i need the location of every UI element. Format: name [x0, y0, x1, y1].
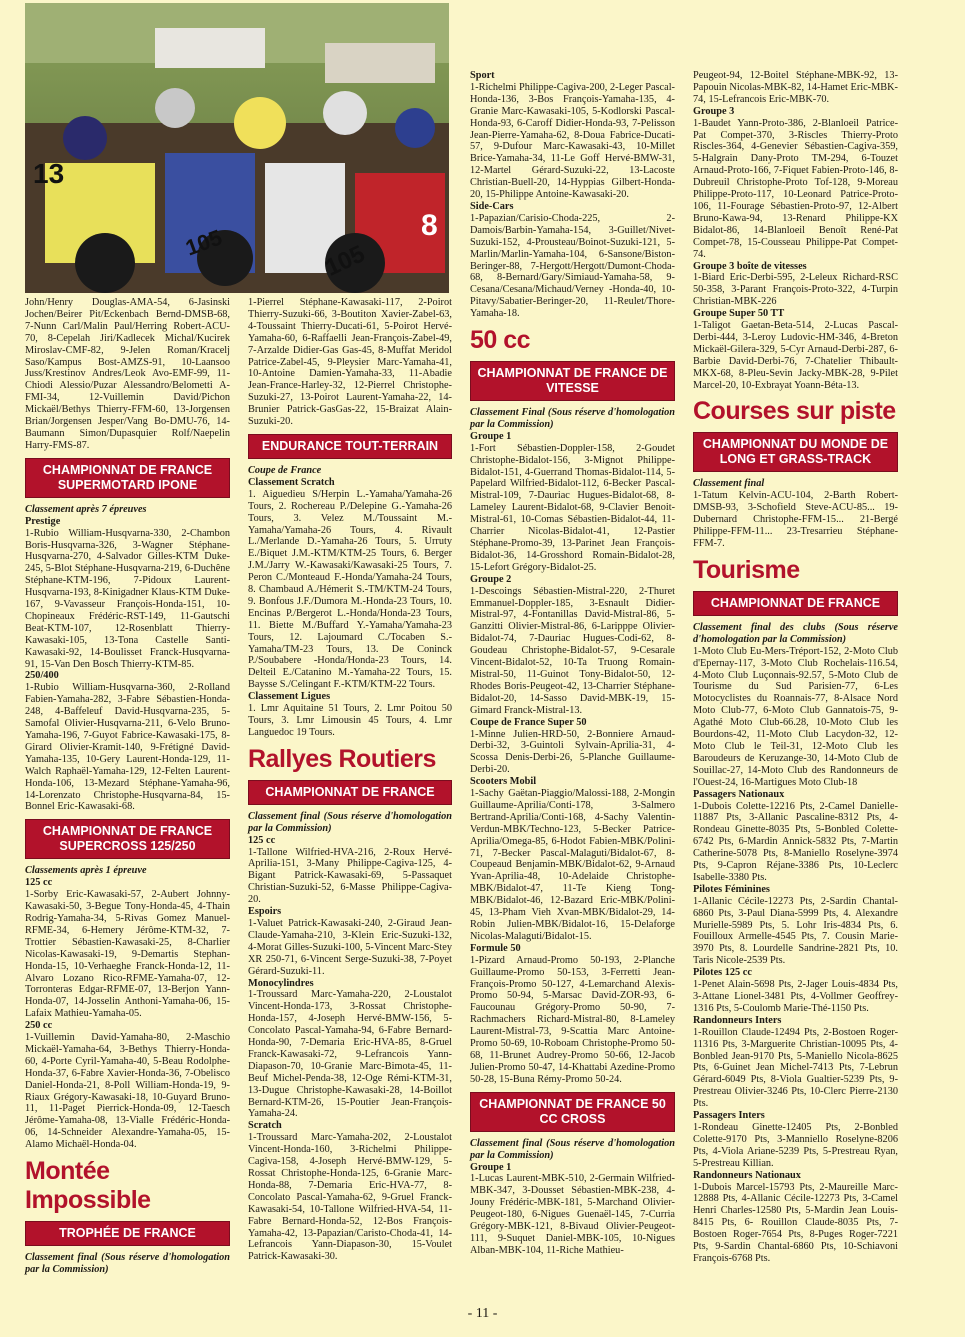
col3-final: Classement Final (Sous réserve d'homologation par la Commission): [470, 407, 675, 430]
rand-nat-results: 1-Dubois Marcel-15793 Pts, 2-Maureille Marc-12888 Pts, 4-Allanic Cécile-12273 Pts, 3-Camel Henri Charles-12580 Pts, 5-Mardin Jean Louis-8415 Pts, 6- Rouillon Claude-8035 Pts, 7-Bostoen Roger-7654 Pts, 8-Puges Roger-7221 Pts, 9-Sardin Chantal-6860 Pts, 10-Schiavoni François-6768 Pts.: [693, 1181, 898, 1264]
column-1: [25, 297, 230, 1276]
sport-heading: Sport: [470, 70, 495, 81]
scratch2-results: 1-Troussard Marc-Yamaha-202, 2-Loustalot Vincent-Honda-160, 3-Richelmi Philippe-Cagiva-158, 4-Joseph Hervé-BMW-129, 5-Rossat Christophe-Honda-125, 6-Granie Marc-Honda-88, 7-Demaria Eric-HVA-77, 8-Concolato Pascal-Yamaha-62, 9-Gruel Franck-Kawasaki-54, 10-Tallone Wilfried-HVA-54, 11-Fabre Bernard-Honda-52, 12-Bos François-Yamaha-42, 13-Papazian/Caristo-Choda-41, 14-Lefrancois Yann-Diapason-30, 15-Voulet Patrick-Kawasaki-30.: [248, 1132, 452, 1263]
groupe1-heading: Groupe 1: [470, 430, 512, 442]
mono-heading: Monocylindres: [248, 977, 314, 989]
scratch-heading: Classement Scratch: [248, 476, 335, 488]
banner-endurance: ENDURANCE TOUT-TERRAIN: [248, 434, 452, 459]
prestige-heading: Prestige: [25, 515, 61, 527]
groupe2-results: 1-Descoings Sébastien-Mistral-220, 2-Thuret Emmanuel-Doppler-185, 3-Esnault Didier-Mistral-97, 4-Fontanillas David-Mistral-86, 5-Ganzitti Olivier-Mistral-86, 6-Laripppe Olivier-Bidalot-74, 7-Dauriac Hugues-Codi-62, 8-Goudeau Christophe-Bidalot-57, 9-Cesarale Vincent-Bidalot-52, 10-Ta Truong Romain-Mistral-50, 11-Guinot Tony-Bidalot-50, 12-Rhodes Boris-Peugeot-42, 13-Charrier Stéphane-Bidalot-20, 14-Sasso David-MBK-19, 15-Gimard Franck-Mistral-13.: [470, 585, 675, 716]
espoirs-heading: Espoirs: [248, 906, 282, 918]
groupe2-heading: Groupe 2: [470, 573, 512, 585]
pass-inters-results: 1-Rondeau Ginette-12405 Pts, 2-Bonbled Colette-9170 Pts, 3-Manniello Roselyne-8206 Pts, 4-Viola Ariane-5239 Pts, 5-Prestreau Ryan, 5-Prestreau Killian.: [693, 1121, 898, 1169]
sport-results: 1-Richelmi Philippe-Cagiva-200, 2-Leger Pascal-Honda-136, 3-Bos François-Yamaha-135, 4-Granie Marc-Kawasaki-105, 5-Kodlorski Pascal-Honda-93, 6-Caroff Didier-Honda-93, 7-Pelisson Jean-Pierre-Yamaha-62, 8-Doua Fabrice-Ducati-57, 9-Dufour Marc-Kawasaki-43, 10-Millet Brice-Yamaha-34, 11-Le Goff Hervé-BMW-31, 12-Martel Gérard-Suzuki-22, 13-Lacoste Christian-Buell-20, 14-Hyppias Gilbert-Honda-20, 15-Philippe Antoine-Kawasaki-20.: [470, 81, 675, 201]
banner-championnat-rallyes: CHAMPIONNAT DE FRANCE: [248, 780, 452, 805]
groupe3-heading: Groupe 3: [693, 105, 735, 117]
rallye-125-heading: 125 cc: [248, 834, 276, 846]
banner-supercross: CHAMPIONNAT DE FRANCE SUPERCROSS 125/250: [25, 819, 230, 859]
banner-vitesse: CHAMPIONNAT DE FRANCE DE VITESSE: [470, 361, 675, 401]
column-2: [248, 297, 452, 1263]
heading-rallyes-routiers: Rallyes Routiers: [248, 744, 436, 773]
coupe-de-france: Coupe de France: [248, 464, 322, 476]
250-400-results: 1-Rubio William-Husqvarna-360, 2-Rolland Fabien-Yamaha-282, 3-Fabre Sébastien-Honda-248, 4-Baffeleuf David-Husqvarna-235, 5-Samofal Olivier-Husqvarna-211, 6-Velo Bruno-Yamaha-196, 7-Guyot Fabrice-Kawasaki-175, 8-Girard Olivier-Kramit-140, 9-Frétigné David-Yamaha-135, 10-Gery Laurent-Honda-129, 11-Walch Raphaël-Yamaha-129, 12-Felten Laurent-Honda-106, 13-Mezard Stéphane-Yamaha-96, 14-Lorenzato Christophe-Husqvarna-84, 15-Bonnel Eric-Kawasaki-68.: [25, 682, 230, 813]
scooters-results: 1-Sachy Gaëtan-Piaggio/Malossi-188, 2-Mongin Guillaume-Aprilia/Conti-178, 3-Salmero Bertrand-Aprilia/Conti-168, 4-Sachy Valentin-Verdun-MBK/Techno-123, 5-Becker Patrice-Aprilia/Omega-85, 6-Hodot Fabien-MBK/Polini-71, 7-Becker Pascal-Malaguti/Bidalot-67, 8-Coupeaud Benjamin-MBK/Bidalot-62, 9-Arnaud Yvan-Aprilia-48, 10-Adelaide Christophe-MBK/Bidalot-47, 11-Te Kieng Tong-MBK/Bidalot-46, 12-Bazard Eric-MBK/Polini-45, 13-Pham Vieh Xvan-MBK/Bidalot-29, 14-Robin Julien-MBK/Bidalot-16, 15-Delaforge Nicolas-Malaguti/Bidalot-15.: [470, 788, 675, 942]
mono-results: 1-Troussard Marc-Yamaha-220, 2-Loustalot Vincent-Honda-173, 3-Rossat Christophe-Honda-157, 4-Joseph Hervé-BMW-156, 5-Concolato Pascal-Yamaha-94, 6-Fabre Bernard-Honda-90, 7-Demaria Eric-HVA-85, 8-Gruel Franck-Kawasaki-72, 9-Lefrancois Yann-Diapason-70, 10-Granie Marc-Bimota-45, 11-Beuf Michel-Penda-38, 12-Oge Rémi-KTM-31, 13-Dugue Christophe-Kawasaki-28, 14-Boillot Bernard-KTM-26, 15-Poutier Jean-François-Yamaha-24.: [248, 989, 452, 1120]
bike-number-8: 8: [421, 209, 438, 242]
clubs-results: 1-Moto Club Eu-Mers-Tréport-152, 2-Moto Club d'Epernay-117, 3-Moto Club Rochelais-116.54, 4-Moto Club Luçonnais-92.57, 5-Moto Club de Tourisme du Sud Parisien-77, 6-Les Motocyclistes du Roannais-77, 8-Alsace Nord Moto Club-77, 6-Moto Club Gannatois-75, 9-Agathé Moto Club-66.28, 10-Moto Club les Bourdons-42, 11-Moto Club Lacydon-32, 12-Moto Club le Teil-31, 12-Moto Club les Baroudeurs de Keruzange-30, 14-Moto Club de Souillac-27, 14-Moto Club des Randonneurs de l'Ouest-24, 16-Martigues Moto Club-18: [693, 645, 898, 788]
sidecars-results: 1-Papazian/Carisio-Choda-225, 2-Damois/Barbin-Yamaha-154, 3-Guillet/Nivet-Suzuki-152, 4-Prousteau/Boinot-Suzuki-121, 5-Marlin/Marlin-Yamaha-104, 6-Sansone/Biston-Beringer-88, 7-Hergott/Hergott/Dumont-Choda-68, 8-Bernard/Gary/Simiaud-Yamaha-58, 9-Cesana/Cesana/Michaud/Verney -Honda-40, 10-Pitavy/Sabatier-Beringer-20, 11-Reulet/Thore-Yamaha-18.: [470, 212, 675, 320]
passagers-nat-results: 1-Dubois Colette-12216 Pts, 2-Camel Danielle-11887 Pts, 3-Allanic Pascaline-8312 Pts, 4-Rondeau Ginette-8035 Pts, 5-Bonbled Colette-6742 Pts, 6-Mardin Annick-5832 Pts, 7-Martin Catherine-5078 Pts, 8-Maniello Roselyne-3974 Pts, 9-Capron Réjane-3386 Pts, 10-Leclerc Isabelle-3380 Pts.: [693, 800, 898, 883]
banner-50cc-cross: CHAMPIONNAT DE FRANCE 50 CC CROSS: [470, 1092, 675, 1132]
heading-tourisme: Tourisme: [693, 555, 800, 584]
column-3: [470, 70, 675, 1257]
bike-number-105: 105: [182, 224, 226, 261]
espoirs-results: 1-Valuet Patrick-Kawasaki-240, 2-Giraud Jean-Claude-Yamaha-210, 3-Klein Eric-Suzuki-132, 4-Morat Gilles-Suzuki-100, 5-Vincent Marc-Stey XR 250-71, 6-Vincent Serge-Suzuki-38, 7-Poyet Gérard-Suzuki-11.: [248, 917, 452, 977]
page-number: - 11 -: [467, 1306, 498, 1321]
piste-results: 1-Tatum Kelvin-ACU-104, 2-Barth Robert-DMSB-93, 3-Schofield Steve-ACU-85... 19-Dubernard Christophe-FFM-15... 21-Bergé Philippe-FFM-11... 23-Tresarrieu Stéphane-FFM-7.: [693, 490, 898, 549]
groupe1-results: 1-Fort Sébastien-Doppler-158, 2-Goudet Christophe-Bidalot-156, 3-Mignot Philippe-Bidalot-151, 4-Guerrand Thomas-Bidalot-114, 5-Papelard Wilfried-Bidalot-112, 6-Becker Pascal-Mistral-109, 7-Dauriac Hugues-Bidalot-68, 8-Lameley Laurent-Bidalot-68, 9-Clavier Benoit-Mistral-61, 10-Comas Sébastien-Bidalot-44, 11-Charrier Nicolas-Bidalot-41, 12-Pastier Stéphane-Promo-39, 13-Parinet Jean François-Bidalot-36, 14-Grosshord Romain-Bidalot-28, 15-Lefort Grégory-Bidalot-25.: [470, 442, 675, 573]
groupe3-results: 1-Baudet Yann-Proto-386, 2-Blanloeil Patrice-Pat Compet-370, 3-Riscles Thierry-Proto Riscles-364, 4-Genevier Sébastien-Cagiva-359, 5-Halgrain Dany-Proto TM-294, 6-Touzet Arnaud-Proto-166, 7-Fiquet Fabien-Proto-146, 8-Dubreuil Christophe-Proto Tof-128, 9-Moreau Philippe-Proto-117, 10-Leonard Patrice-Proto-106, 11-Fourage Sébastien-Proto-97, 12-Albert Bruno-Kawa-94, 13-Renard Philippe-KX Bidalot-86, 14-Blanloeil Benoît René-Pat Compet-78, 15-Cousseau Philippe-Pat Compet-74.: [693, 117, 898, 260]
pilotes-fem-heading: Pilotes Féminines: [693, 883, 770, 895]
banner-grass-track: CHAMPIONNAT DU MONDE DE LONG ET GRASS-TRACK: [693, 432, 898, 472]
col3-final2: Classement final (Sous réserve d'homologation par la Commission): [470, 1137, 675, 1161]
col4-final2: Classement final des clubs (Sous réserve d'homologation par la Commission): [693, 621, 898, 645]
cross-groupe1-heading: Groupe 1: [470, 1161, 512, 1173]
col1-intro: John/Henry Douglas-AMA-54, 6-Jasinski Jochen/Beirer Pit/Eckenbach Bernd-DMSB-68, 7-Nunn Carl/Malin Paul/Herring Robert-ACU-70, 8-Cepelah Jiri/Kadlecek Michal/Kucirek Miroslav-CMF-82, 9-Jelen Roman/Kracelj Saso/Kampus Bost-AMZS-91, 10-Laansoo Juss/Krestinov Andres/Leok Avo-EMF-99, 11-Chiodi Alessio/Puzar Alessandro/Belometti A-FMI-34, 12-Vuillemin David/Pichon Mickaël/Bethys Thierry-FFM-60, 13-Jorgensen Brian/Jorgensen Jesper/Vang Bo-DMU-76, 14-Baumann Simon/Dupasquier Rolf/Naepelin Harry-FMS-87.: [25, 297, 230, 451]
heading-50cc: 50 cc: [470, 326, 531, 355]
col1-final: Classement final (Sous réserve d'homologation par la Commission): [25, 1252, 230, 1275]
cross-groupe1-results: 1-Lucas Laurent-MBK-510, 2-Germain Wilfried-MBK-347, 3-Dousset Sébastien-MBK-238, 4-Jouny Frédéric-MBK-181, 5-Marchand Olivier-Peugeot-180, 6-Nigues Guenaël-145, 7-Curria Grégory-MBK-121, 8-Bivaud Olivier-Peugeot-111, 9-Suquet Daniel-MBK-105, 10-Nigues Alban-MBK-104, 11-Riche Mathieu-: [470, 1173, 675, 1256]
rand-inters-results: 1-Rouillon Claude-12494 Pts, 2-Bostoen Roger-11316 Pts, 3-Marguerite Christian-10095 Pts, 4-Bonbled Jean-9170 Pts, 5-Maniello Nicola-8625 Pts, 6-Guinet Jean Michel-7413 Pts, 7-Lebrun Gérard-6049 Pts, 8-Viola Gualtier-5239 Pts, 9-Prestreau Olivier-3246 Pts, 10-Clerc Pierre-2130 Pts.: [693, 1026, 898, 1110]
banner-supermotard: CHAMPIONNAT DE FRANCE SUPERMOTARD IPONE: [25, 458, 230, 498]
bike-number-105b: 105: [321, 240, 369, 282]
col2-final: Classement final (Sous réserve d'homologation par la Commission): [248, 810, 452, 834]
bike-number-13: 13: [33, 158, 65, 189]
col2-intro: 1-Pierrel Stéphane-Kawasaki-117, 2-Poirot Thierry-Suzuki-66, 3-Boutiton Xavier-Zabel-63, 4-Toussaint Thierry-Ducati-61, 5-Poirot Hervé-Yamaha-60, 6-Raffaelli Jean-François-Zabel-49, 7-Arzalde Didier-Gas Gas-45, 8-Muffat Meridol Patrice-Zabel-45, 9-Pleysier Marc-Yamaha-41, 10-Antoine Damien-Yamaha-33, 11-Abadie Jean-France-Harley-32, 12-Pierrel Christophe-Suzuki-27, 13-Poirot Laurent-Yamaha-22, 14-Brunier Patrick-GasGas-22, 15-Braizat Alain-Suzuki-20.: [248, 297, 452, 428]
pilotes125-heading: Pilotes 125 cc: [693, 967, 752, 979]
ligues-heading: Classement Ligues: [248, 691, 331, 703]
passagers-nat-heading: Passagers Nationaux: [693, 788, 785, 800]
rand-inters-heading: Randonneurs Inters: [693, 1014, 782, 1026]
rand-nat-heading: Randonneurs Nationaux: [693, 1169, 801, 1181]
250-400-heading: 250/400: [25, 670, 59, 682]
groupe3b-results: 1-Biard Eric-Derbi-595, 2-Leleux Richard-RSC 50-358, 3-Parant François-Proto-322, 4-Turpin Christian-MBK-226: [693, 272, 898, 308]
motocross-photo: [25, 3, 449, 293]
pass-inters-heading: Passagers Inters: [693, 1110, 765, 1122]
banner-tourisme: CHAMPIONNAT DE FRANCE: [693, 591, 898, 616]
motocross-riders-image: [25, 3, 449, 293]
column-4: [693, 70, 898, 1265]
super50-heading: Coupe de France Super 50: [470, 716, 587, 728]
super50-results: 1-Minne Julien-HRD-50, 2-Bonniere Arnaud-Derbi-32, 3-Guintoli Sylvain-Aprilia-31, 4-Scossa Denis-Derbi-26, 5-Planche Guillaume-Derbi-20.: [470, 728, 675, 776]
super50tt-heading: Groupe Super 50 TT: [693, 308, 785, 320]
formule50-heading: Formule 50: [470, 942, 521, 954]
scooters-heading: Scooters Mobil: [470, 776, 537, 788]
pilotes-fem-results: 1-Allanic Cécile-12273 Pts, 2-Sardin Chantal-6860 Pts, 3-Paul Diana-5999 Pts, 4. Alexandre Murielle-5989 Pts, 5. Lohr Iris-4834 Pts, 6. Fouilloux Armelle-4545 Pts, 7. Cousin Marie-3970 Pts, 8. Lourdelle Sandrine-2821 Pts, 10. Taris Nicole-2539 Pts.: [693, 895, 898, 967]
250cc-results: 1-Vuillemin David-Yamaha-80, 2-Maschio Mickaël-Yamaha-64, 3-Bethys Thierry-Honda-60, 4-Porte Cyril-Yamaha-40, 5-Beau Rodolphe-Honda-37, 6-Fabre Xavier-Honda-36, 7-Obelisco Daniel-Honda-21, 8-Poll William-Honda-19, 9-Riaux Grégory-Kawasaki-18, 10-Guyard Bruno-11, 11-Paget Pierrick-Honda-09, 12-Taesch Jérôme-Yamaha-08, 13-Vialle Frédéric-Honda-06, 14-Schneider Alexandre-Yamaha-05, 15-Alamo Michaël-Honda-04.: [25, 1032, 230, 1151]
sidecars-heading: Side-Cars: [470, 200, 514, 212]
prestige-results: 1-Rubio William-Husqvarna-330, 2-Chambon Boris-Husqvarna-326, 3-Wagner Stéphane-Husqvarna-270, 4-Salvador Gilles-KTM Duke-245, 5-Blot Stéphane-Husqvarna-219, 6-Duchêne Stéphane-KTM-196, 7-Pidoux Laurent-Husqvarna-193, 8-Kinigadner Klaus-KTM Duke-167, 9-Vavasseur François-Honda-151, 10-Chopineaux Frédéric-RST-149, 11-Gautschi Beat-KTM-107, 12-Rosenblatt Thierry-Kawasaki-105, 13-Tona Castelle Santi-Kawasaki-92, 14-Boulisset Franck-Husqvarna-91, 15-Van Den Bosch Thierry-KTM-85.: [25, 527, 230, 670]
250cc-heading: 250 cc: [25, 1020, 53, 1032]
col1-classement: Classement après 7 épreuves: [25, 503, 147, 515]
col4-final1: Classement final: [693, 478, 765, 490]
formule50-results: 1-Pizard Arnaud-Promo 50-193, 2-Planche Guillaume-Promo 50-153, 3-Ferretti Jean-François-Promo 50-127, 4-Lemarchand Alexis-Promo 50-94, 5-Marsac David-ZOR-93, 6-Faucounau Grégory-Promo 50-90, 7-Rachmachers Richard-Mistral-80, 8-Lameley Laurent-Mistral-73, 9-Scattia Marc Antoine-Promo 50-69, 10-Roboam Christophe-Promo 50-68, 11-Brunet Audrey-Promo 50-66, 12-Jacob Julien-Promo 50-47, 14-Khattabi Azedine-Promo 50-28, 15-Buna Rémy-Promo 50-24.: [470, 954, 675, 1085]
125cc-results: 1-Sorby Eric-Kawasaki-57, 2-Aubert Johnny-Kawasaki-50, 3-Begue Tony-Honda-45, 4-Thain Rodrig-Yamaha-34, 5-Rivas Gomez Manuel-RFME-34, 6-Hemery Jérôme-KTM-32, 7-Trottier Sébastien-Kawasaki-25, 8-Charlier Nicolas-Kawasaki-19, 9-Demartis Stephan-Honda-15, 10-Verhaeghe Franck-Honda-12, 11-Alvaro Lozano Rico-RFME-Yamaha-07, 12-Torronteras Edgar-RFME-07, 13-Berjon Yann-Honda-07, 14-Josselin Anthoni-Yamaha-06, 15-Lafaix Mathieu-Yamaha-05.: [25, 889, 230, 1020]
groupe3b-heading: Groupe 3 boîte de vitesses: [693, 260, 807, 272]
rallye-125-results: 1-Tallone Wilfried-HVA-216, 2-Roux Hervé-Aprilia-151, 3-Many Philippe-Cagiva-125, 4-Bigant Patrick-Kawasaki-69, 5-Passaquet Christian-Suzuki-52, 6-Masse Philippe-Cagiva-20.: [248, 846, 452, 906]
heading-courses-piste: Courses sur piste: [693, 397, 896, 426]
super50tt-results: 1-Taligot Gaetan-Beta-514, 2-Lucas Pascal-Derbi-444, 3-Leroy Ludovic-HM-346, 4-Breton Mickaël-Gilera-329, 5-Cyr Arnaud-Derbi-287, 6-Barbie David-Derbi-76, 7-Chatelier Thibault-MKX-68, 8-Pleu-Sevin Jacky-MBK-28, 9-Pilet Marcel-20, 10-Exbrayat Yoann-Béta-13.: [693, 320, 898, 391]
pilotes125-results: 1-Penet Alain-5698 Pts, 2-Jager Louis-4834 Pts, 3-Attane Lionel-3481 Pts, 4-Vollmer Geoffrey-1316 Pts, 5-Coulomb Marie-Thé-1150 Pts.: [693, 979, 898, 1014]
banner-trophee: TROPHÉE DE FRANCE: [25, 1221, 230, 1246]
scratch2-heading: Scratch: [248, 1120, 282, 1132]
col4-intro: Peugeot-94, 12-Boitel Stéphane-MBK-92, 13-Papouin Nicolas-MBK-82, 14-Hamet Eric-MBK-74, 15-Lefrancois Eric-MBK-70.: [693, 70, 898, 105]
125cc-heading: 125 cc: [25, 877, 53, 889]
col1-classement2: Classements après 1 épreuve: [25, 865, 147, 877]
scratch-results: 1. Aiguedieu S/Herpin L.-Yamaha/Yamaha-26 Tours, 2. Rochereau P./Delepine G.-Yamaha-26 Tours, 3. Velez M./Toussaint M.-Yamaha/Yamaha-26 Tours, 4. Rivault L./Merlande D.-Yamaha-26 Tours, 5. Urruty E./Biquet J.M.-KTM/KTM-25 Tours, 6. Berger J.M./Jarry W.-Kawasaki/Kawasaki-25 Tours, 7. Peron C./Monteaud F.-Honda/Yamaha-24 Tours, 8. Chambaud A./Hémerit S.-TM/KTM-24 Tours, 9. Bonfous J.F./Dumora M.-Honda-23 Tours, 10. Encinas P./Bergerot L.-Honda/Honda-23 Tours, 11. Biette M./Buffard Y.-Yamaha/Yamaha-23 Tours, 12. Lajoumard C./Tocaben S.-Yamaha/TM-23 Tours, 13. De Coninck P./Soubabere -Honda/Honda-23 Tours, 14. Delteil E./Catanino M.-Yamaha-22 Tours, 15. Baysse S./Celingant F.-KTM/KTM-22 Tours.: [248, 488, 452, 691]
ligues-results: 1. Lmr Aquitaine 51 Tours, 2. Lmr Poitou 50 Tours, 3. Lmr Limousin 45 Tours, 4. Lmr Languedoc 19 Tours.: [248, 703, 452, 738]
heading-montee-impossible: Montée Impossible: [25, 1157, 151, 1215]
